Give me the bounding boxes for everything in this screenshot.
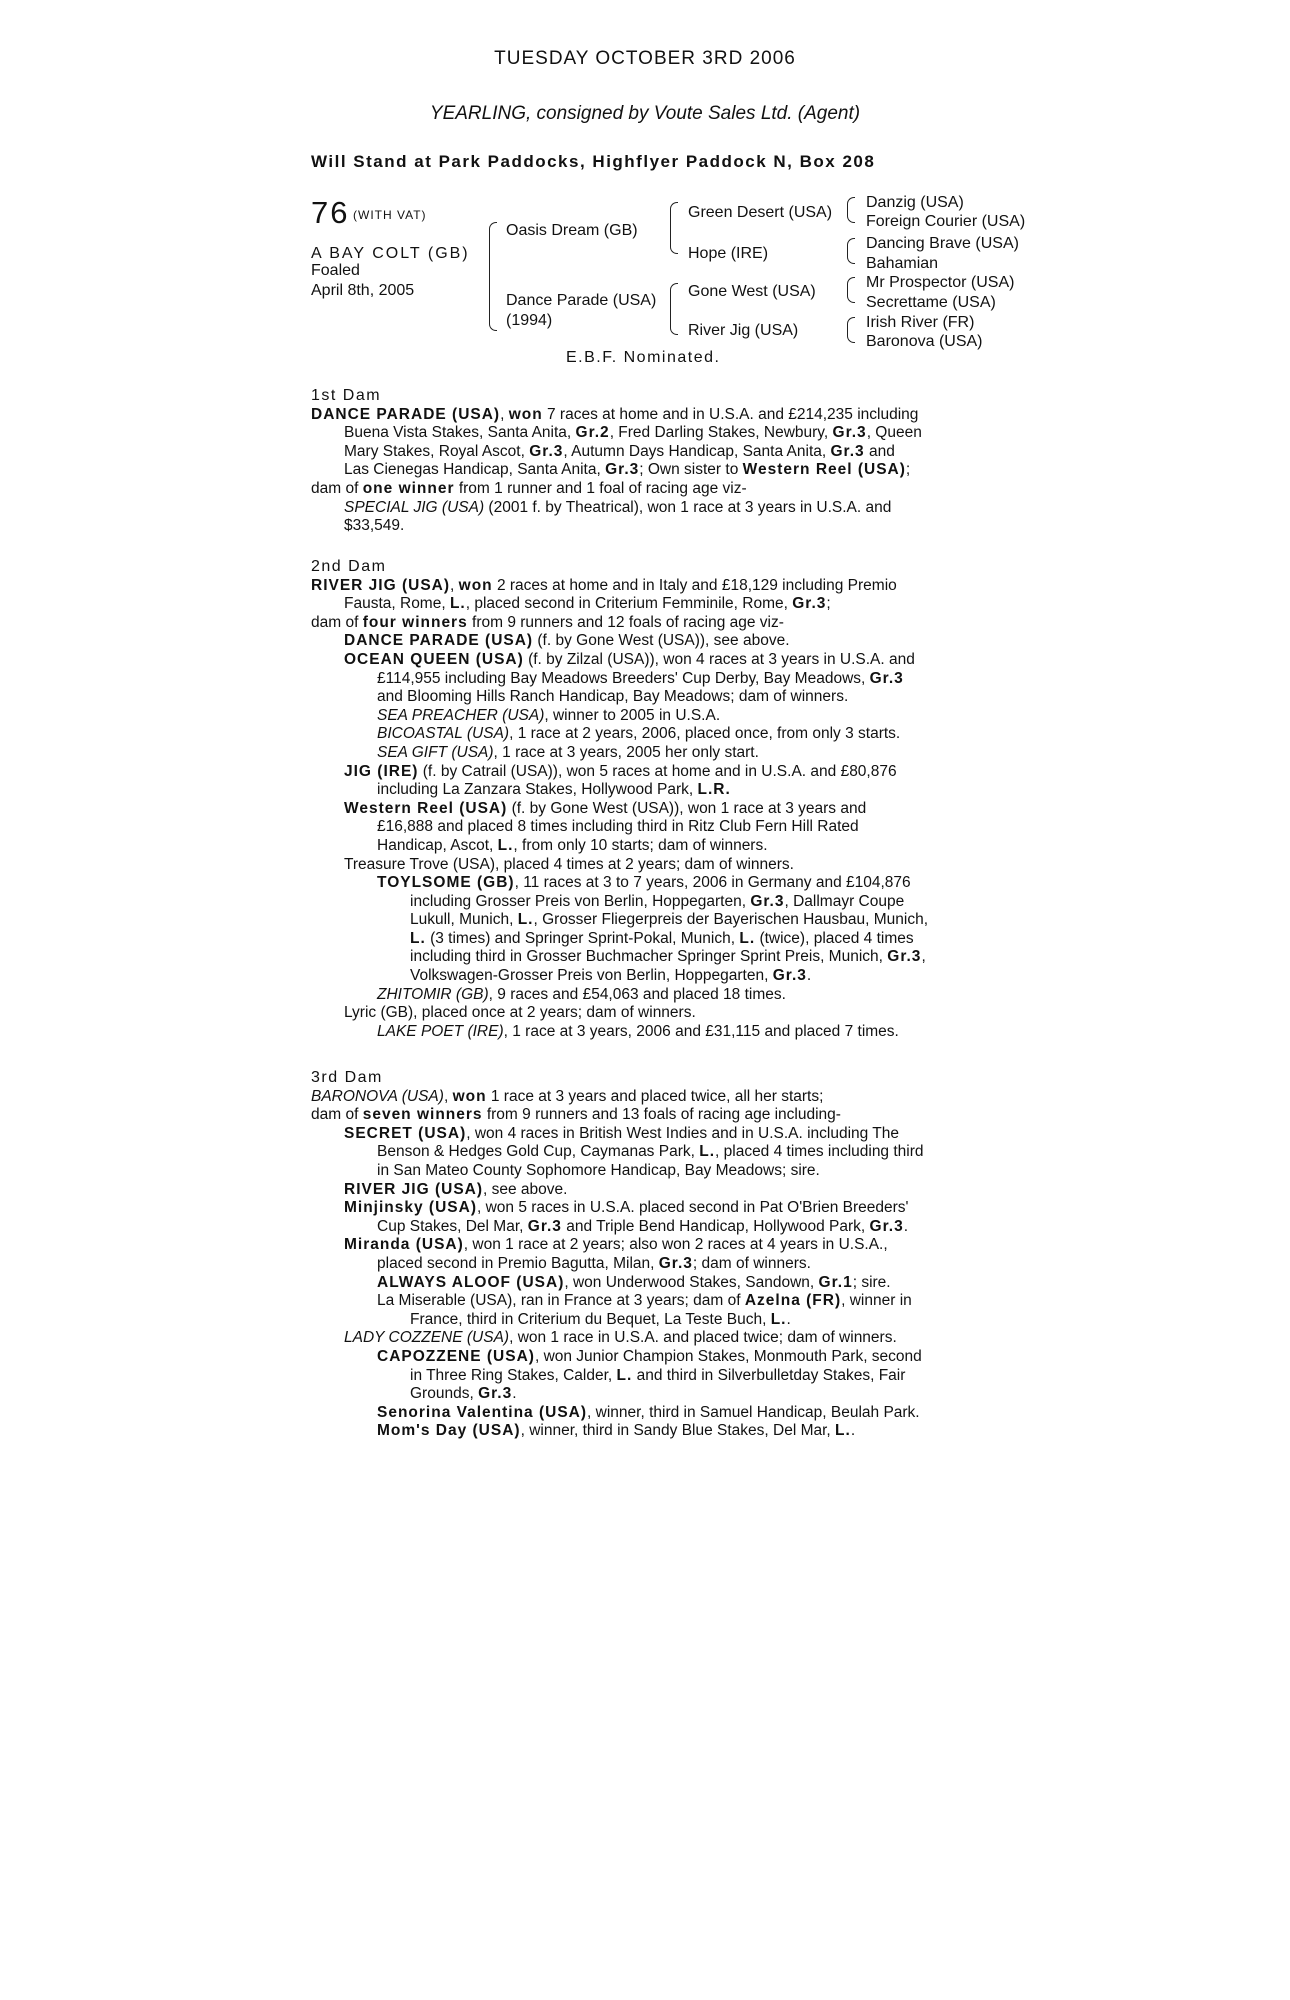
text: . <box>903 1217 909 1235</box>
horse-name: LADY COZZENE (USA) <box>344 1329 510 1347</box>
dam-entry <box>311 1218 1011 1237</box>
text: La Miserable (USA), ran in France at 3 years; dam of <box>377 1292 745 1310</box>
grade: L. <box>517 911 534 929</box>
horse-name: SECRET (USA) <box>344 1124 467 1142</box>
dam-entry: in San Mateo County Sophomore Handicap, Bay Meadows; sire. <box>377 1161 820 1179</box>
grade: L.R. <box>697 781 731 799</box>
grade: L. <box>699 1143 716 1161</box>
grade: Gr.2 <box>575 424 610 442</box>
text: (f. by Gone West (USA)), won 1 race at 3 years and <box>507 799 867 817</box>
grade: Gr.3 <box>832 424 867 442</box>
text: (twice), placed 4 times <box>755 929 914 947</box>
dam-entry <box>311 967 1011 986</box>
pedigree-g4: Bahamian <box>866 255 939 272</box>
text: , <box>500 405 509 423</box>
grade: Gr.3 <box>869 1217 904 1235</box>
pedigree-g6: Secrettame (USA) <box>866 294 996 311</box>
dam-entry <box>311 670 1011 689</box>
dam-entry <box>311 1236 1011 1255</box>
winner-count: four winners <box>362 613 468 631</box>
text: , winner, third in Samuel Handicap, Beulah Park. <box>587 1403 920 1421</box>
dam-entry <box>311 930 1011 949</box>
third-dam-heading: 3rd Dam <box>311 1069 383 1086</box>
dam-entry <box>311 800 1011 819</box>
text: from 9 runners and 13 foals of racing age including- <box>482 1106 841 1124</box>
dam-entry: $33,549. <box>344 517 405 535</box>
pedigree-dam-sire: Gone West (USA) <box>688 283 816 300</box>
text: , 11 races at 3 to 7 years, 2006 in Germany and £104,876 <box>514 874 911 892</box>
dam-entry <box>311 1292 1011 1311</box>
text: ; sire. <box>852 1273 891 1291</box>
dam-entry <box>311 595 1011 614</box>
text: , winner, third in Sandy Blue Stakes, Del Mar, <box>520 1422 836 1440</box>
grade: Gr.3 <box>527 1217 562 1235</box>
horse-name: BARONOVA (USA) <box>311 1087 444 1105</box>
horse-name: Miranda (USA) <box>344 1236 464 1254</box>
text: , 9 races and £54,063 and placed 18 times. <box>488 985 786 1003</box>
text: won <box>452 1087 487 1105</box>
text: , 1 race at 3 years, 2005 her only start. <box>493 743 759 761</box>
horse-name: Azelna (FR) <box>744 1292 842 1310</box>
dam-entry <box>311 744 1011 763</box>
dam-entry <box>311 480 1011 499</box>
text: in Three Ring Stakes, Calder, <box>410 1366 617 1384</box>
text: dam of <box>311 1106 363 1124</box>
text: , placed 4 times including third <box>715 1143 924 1161</box>
pedigree-dam: Dance Parade (USA) <box>506 292 657 309</box>
text: . <box>512 1385 517 1403</box>
dam-entry <box>311 1106 1011 1125</box>
horse-name: Minjinsky (USA) <box>344 1199 477 1217</box>
horse-name: TOYLSOME (GB) <box>377 874 515 892</box>
dam-entry <box>311 781 1011 800</box>
dam-entry <box>311 911 1011 930</box>
grade: Gr.3 <box>869 669 904 687</box>
text: Benson & Hedges Gold Cup, Caymanas Park, <box>377 1143 700 1161</box>
dam-entry <box>311 874 1011 893</box>
dam-entry <box>311 614 1011 633</box>
text: , 1 race at 2 years, 2006, placed once, from only 3 starts. <box>509 725 901 743</box>
horse-name: Western Reel (USA) <box>742 461 906 479</box>
third-dam-section <box>311 1069 1011 1441</box>
horse-name: Mom's Day (USA) <box>377 1422 521 1440</box>
pedigree-brace-g3 <box>847 277 855 303</box>
dam-entry <box>311 443 1011 462</box>
grade: L. <box>770 1310 787 1328</box>
horse-name: RIVER JIG (USA) <box>344 1180 484 1198</box>
foaled-label: Foaled <box>311 262 360 279</box>
text: , Grosser Fliegerpreis der Bayerischen Hausbau, Munich, <box>533 911 929 929</box>
text: from 1 runner and 1 foal of racing age viz- <box>454 479 747 497</box>
text: Grounds, <box>410 1385 479 1403</box>
dam-entry <box>311 1199 1011 1218</box>
text: . <box>786 1310 791 1328</box>
horse-name: ALWAYS ALOOF (USA) <box>377 1273 565 1291</box>
pedigree-g5: Mr Prospector (USA) <box>866 274 1015 291</box>
dam-entry <box>311 1404 1011 1423</box>
text: won <box>508 405 543 423</box>
grade: L. <box>410 929 426 947</box>
pedigree-g3: Dancing Brave (USA) <box>866 235 1019 252</box>
text: (3 times) and Springer Sprint-Pokal, Munich, <box>425 929 740 947</box>
horse-name: SEA GIFT (USA) <box>377 743 494 761</box>
dam-entry <box>311 461 1011 480</box>
text: , Dallmayr Coupe <box>784 892 905 910</box>
text: , won 1 race at 2 years; also won 2 races at 4 years in U.S.A., <box>463 1236 888 1254</box>
dam-entry <box>311 1348 1011 1367</box>
horse-name: Western Reel (USA) <box>344 799 508 817</box>
text: (f. by Zilzal (USA)), won 4 races at 3 years in U.S.A. and <box>523 650 915 668</box>
text: , Autumn Days Handicap, Santa Anita, <box>563 442 831 460</box>
winner-count: one winner <box>362 479 455 497</box>
pedigree-g2: Foreign Courier (USA) <box>866 213 1026 230</box>
text: £114,955 including Bay Meadows Breeders' Cup Derby, Bay Meadows, <box>377 669 870 687</box>
pedigree-dam-dam: River Jig (USA) <box>688 322 799 339</box>
dam-entry <box>311 406 1011 425</box>
text: Handicap, Ascot, <box>377 836 498 854</box>
dam-entry <box>311 1311 1011 1330</box>
dam-entry <box>311 893 1011 912</box>
text: including Grosser Preis von Berlin, Hoppegarten, <box>410 892 751 910</box>
dam-entry <box>311 577 1011 596</box>
text: and third in Silverbulletday Stakes, Fair <box>632 1366 906 1384</box>
text: , placed second in Criterium Femminile, Rome, <box>465 595 793 613</box>
horse-name: ZHITOMIR (GB) <box>377 985 489 1003</box>
text: from 9 runners and 12 foals of racing age viz- <box>467 613 784 631</box>
grade: Gr.3 <box>750 892 785 910</box>
text: Buena Vista Stakes, Santa Anita, <box>344 424 576 442</box>
text: , <box>450 576 459 594</box>
horse-name: DANCE PARADE (USA) <box>344 632 534 650</box>
grade: L. <box>835 1422 851 1440</box>
grade: Gr.3 <box>478 1385 513 1403</box>
text: , won 4 races in British West Indies and in U.S.A. including The <box>466 1124 900 1142</box>
horse-name: SPECIAL JIG (USA) <box>344 498 485 516</box>
text: 1 race at 3 years and placed twice, all her starts; <box>486 1087 824 1105</box>
text: , winner in <box>841 1292 912 1310</box>
dam-entry <box>311 986 1011 1005</box>
grade: Gr.3 <box>887 948 922 966</box>
grade: L. <box>739 929 756 947</box>
text: , won 5 races in U.S.A. placed second in Pat O'Brien Breeders' <box>476 1199 909 1217</box>
pedigree-g8: Baronova (USA) <box>866 333 983 350</box>
pedigree-g7: Irish River (FR) <box>866 314 975 331</box>
ebf-nominated: E.B.F. Nominated. <box>566 349 721 366</box>
text: , Fred Darling Stakes, Newbury, <box>609 424 833 442</box>
dam-entry <box>311 1385 1011 1404</box>
text: 2 races at home and in Italy and £18,129 including Premio <box>492 576 897 594</box>
first-dam-section <box>311 387 1011 536</box>
text: won <box>458 576 493 594</box>
pedigree-brace-dam <box>670 283 678 335</box>
pedigree-sire-sire: Green Desert (USA) <box>688 204 833 221</box>
grade: Gr.3 <box>772 967 807 985</box>
pedigree-sire: Oasis Dream (GB) <box>506 222 638 239</box>
lot-number: 76 <box>311 195 350 230</box>
text: , see above. <box>483 1180 568 1198</box>
pedigree-brace-g2 <box>847 238 855 264</box>
dam-entry: £16,888 and placed 8 times including third in Ritz Club Fern Hill Rated <box>377 818 859 836</box>
grade: Gr.3 <box>529 442 564 460</box>
text: dam of <box>311 613 363 631</box>
text: , Queen <box>866 424 922 442</box>
text: including La Zanzara Stakes, Hollywood Park, <box>377 781 698 799</box>
sale-date: TUESDAY OCTOBER 3RD 2006 <box>494 48 796 69</box>
dam-entry <box>311 1088 1011 1107</box>
dam-entry <box>311 725 1011 744</box>
grade: Gr.3 <box>792 595 827 613</box>
text: , <box>921 948 926 966</box>
horse-name: RIVER JIG (USA) <box>311 576 451 594</box>
pedigree-sire-dam: Hope (IRE) <box>688 245 769 262</box>
consignment-line: YEARLING, consigned by Voute Sales Ltd. (Agent) <box>429 103 861 124</box>
text: Lukull, Munich, <box>410 911 518 929</box>
text: France, third in Criterium du Bequet, La Teste Buch, <box>410 1310 771 1328</box>
text: and Triple Bend Handicap, Hollywood Park, <box>561 1217 870 1235</box>
horse-name: OCEAN QUEEN (USA) <box>344 650 524 668</box>
grade: L. <box>497 836 514 854</box>
dam-entry <box>311 948 1011 967</box>
dam-entry <box>311 424 1011 443</box>
dam-entry <box>311 1422 1011 1441</box>
horse-name: DANCE PARADE (USA) <box>311 405 501 423</box>
dam-entry <box>311 1329 1011 1348</box>
horse-name: CAPOZZENE (USA) <box>377 1347 535 1365</box>
grade: Gr.1 <box>818 1273 853 1291</box>
grade: L. <box>449 595 466 613</box>
text: Cup Stakes, Del Mar, <box>377 1217 528 1235</box>
horse-name: LAKE POET (IRE) <box>377 1022 504 1040</box>
dam-entry <box>311 651 1011 670</box>
dam-entry <box>311 1143 1011 1162</box>
dam-entry <box>311 632 1011 651</box>
text: , <box>443 1087 453 1105</box>
grade: Gr.3 <box>658 1254 693 1272</box>
grade: L. <box>616 1366 633 1384</box>
dam-entry <box>311 499 1011 518</box>
text: , won 1 race in U.S.A. and placed twice; dam of winners. <box>509 1329 897 1347</box>
first-dam-heading: 1st Dam <box>311 387 382 404</box>
text: 7 races at home and in U.S.A. and £214,235 including <box>542 405 919 423</box>
horse-name: BICOASTAL (USA) <box>377 725 510 743</box>
text: ; Own sister to <box>639 461 743 479</box>
winner-count: seven winners <box>362 1106 483 1124</box>
text: , won Underwood Stakes, Sandown, <box>564 1273 819 1291</box>
dam-entry: and Blooming Hills Ranch Handicap, Bay Meadows; dam of winners. <box>377 688 849 706</box>
dam-entry <box>311 1023 1011 1042</box>
dam-entry <box>311 1255 1011 1274</box>
text: (2001 f. by Theatrical), won 1 race at 3 years in U.S.A. and <box>484 498 892 516</box>
text: Mary Stakes, Royal Ascot, <box>344 442 530 460</box>
dam-entry <box>311 763 1011 782</box>
text: Fausta, Rome, <box>344 595 450 613</box>
vat-note: (WITH VAT) <box>353 208 427 222</box>
second-dam-section <box>311 558 1011 1041</box>
dam-entry: Lyric (GB), placed once at 2 years; dam of winners. <box>344 1004 696 1022</box>
text: ; <box>905 461 911 479</box>
pedigree-brace-g1 <box>847 197 855 223</box>
text: , won Junior Champion Stakes, Monmouth Park, second <box>534 1347 922 1365</box>
dam-entry <box>311 707 1011 726</box>
horse-name: Senorina Valentina (USA) <box>377 1403 588 1421</box>
grade: Gr.3 <box>605 461 640 479</box>
text: . <box>806 967 812 985</box>
second-dam-heading: 2nd Dam <box>311 558 387 575</box>
text: , from only 10 starts; dam of winners. <box>513 836 768 854</box>
text: Las Cienegas Handicap, Santa Anita, <box>344 461 606 479</box>
text: , winner to 2005 in U.S.A. <box>544 706 721 724</box>
text: (f. by Catrail (USA)), won 5 races at home and in U.S.A. and £80,876 <box>418 762 897 780</box>
text: dam of <box>311 479 363 497</box>
text: including third in Grosser Buchmacher Springer Sprint Preis, Munich, <box>410 948 888 966</box>
pedigree-g1: Danzig (USA) <box>866 194 964 211</box>
dam-entry <box>311 837 1011 856</box>
pedigree-brace-g4 <box>847 317 855 343</box>
dam-entry <box>311 1181 1011 1200</box>
pedigree-dam-year: (1994) <box>506 312 553 329</box>
text: (f. by Gone West (USA)), see above. <box>533 632 790 650</box>
dam-entry <box>311 1125 1011 1144</box>
dam-entry <box>311 1367 1011 1386</box>
text: and <box>864 442 895 460</box>
text: placed second in Premio Bagutta, Milan, <box>377 1254 659 1272</box>
text: , 1 race at 3 years, 2006 and £31,115 and placed 7 times. <box>503 1022 899 1040</box>
text: ; <box>826 595 831 613</box>
text: . <box>850 1422 856 1440</box>
text: ; dam of winners. <box>692 1254 811 1272</box>
pedigree-brace-main <box>489 222 497 331</box>
pedigree-brace-sire <box>670 202 678 254</box>
dam-entry: Treasure Trove (USA), placed 4 times at 2 years; dam of winners. <box>344 855 794 873</box>
grade: Gr.3 <box>830 442 865 460</box>
lot-description: A BAY COLT (GB) <box>311 245 470 262</box>
horse-name: SEA PREACHER (USA) <box>377 706 545 724</box>
dam-entry <box>311 1274 1011 1293</box>
foaled-date: April 8th, 2005 <box>311 282 415 299</box>
horse-name: JIG (IRE) <box>344 762 419 780</box>
stand-location: Will Stand at Park Paddocks, Highflyer Paddock N, Box 208 <box>311 152 876 171</box>
text: Volkswagen-Grosser Preis von Berlin, Hoppegarten, <box>410 967 773 985</box>
